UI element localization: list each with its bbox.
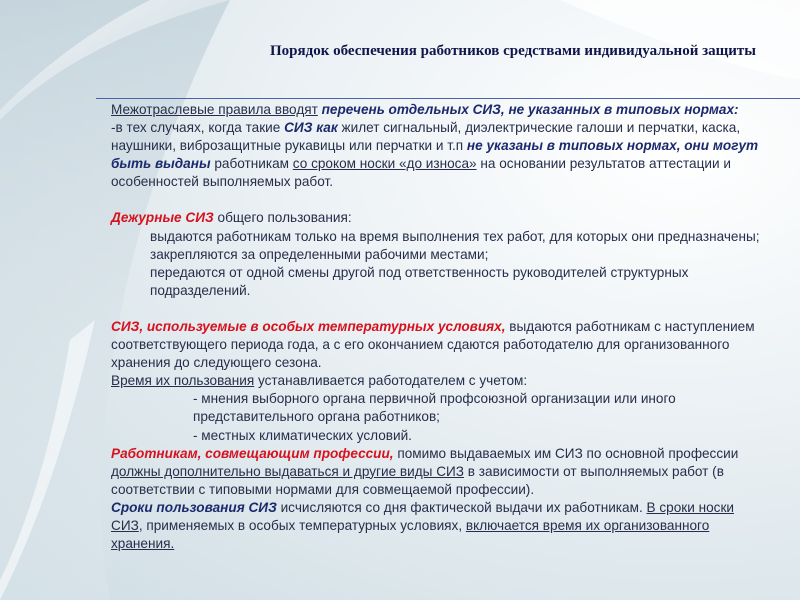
text-depending-on-work: в зависимости от выполняемых работ (в соответствии с типовыми нормами для совмещаемой профессии). (111, 463, 724, 497)
list-item-usage-1: - мнения выборного органа первичной профсоюзной организации или иного представительного органа работников; (193, 391, 676, 425)
text-siz-as: СИЗ как (284, 120, 338, 136)
text-calculated-from: исчисляются со дня фактической выдачи их работникам. (276, 499, 647, 515)
text-special-conditions: , применяемых в особых температурных условиях, (138, 517, 466, 533)
text-seasonal-issue: выдаются работникам с наступлением соответствующего периода года, а с его окончанием сдаются работодателю для организованного хранения до следующего сезона. (111, 318, 755, 371)
slide-title: Порядок обеспечения работников средствами индивидуальной защиты (270, 43, 756, 59)
paragraph-combined-professions (111, 445, 763, 499)
paragraph-temperature-siz (111, 318, 763, 372)
text-temperature-siz: СИЗ, используемые в особых температурных условиях, (111, 318, 506, 334)
text-not-specified: не указаны в типовых нормах, они могут быть выданы (111, 138, 759, 172)
paragraph-usage-time (111, 372, 763, 390)
slide-body (111, 101, 763, 553)
text-common-use: общего пользования: (213, 210, 352, 226)
text-storage-time: включается время их организованного хранения. (111, 517, 710, 552)
text-list-heading: перечень отдельных СИЗ, не указанных в типовых нормах: (321, 102, 739, 117)
text-until-worn: со сроком носки «до износа» (292, 156, 477, 172)
text-cases: -в тех случаях, когда такие (111, 120, 285, 136)
paragraph-duty-siz (111, 209, 763, 227)
text-to-workers: работникам (210, 156, 293, 172)
text-additional-siz: должны дополнительно выдаваться и другие виды СИЗ (111, 463, 465, 479)
list-item-duty-2: закрепляются за определенными рабочими местами; (150, 246, 489, 262)
list-item-duty-3: передаются от одной смены другой под ответственность руководителей структурных подразделений. (150, 264, 689, 298)
paragraph-usage-periods (111, 499, 763, 553)
title-divider (96, 98, 800, 99)
text-duty-siz: Дежурные СИЗ (111, 210, 214, 226)
text-examples: жилет сигнальный, диэлектрические галоши и перчатки, каска, наушники, виброзащитные рукавицы или перчатки и т.п (111, 120, 741, 154)
text-combined-professions: Работникам, совмещающим профессии, (111, 445, 394, 461)
text-usage-time: Время их пользования (111, 373, 255, 389)
text-set-by-employer: устанавливается работодателем с учетом: (254, 373, 528, 389)
text-usage-periods: Сроки пользования СИЗ (111, 499, 277, 515)
list-item-duty-1: выдаются работникам только на время выполнения тех работ, для которых они предназначены; (150, 228, 760, 244)
text-based-on: на основании результатов аттестации и особенностей выполняемых работ. (111, 156, 731, 190)
text-wear-periods: В сроки носки СИЗ (111, 499, 734, 533)
paragraph-intersectoral-rules (111, 101, 763, 191)
text-main-profession: помимо выдаваемых им СИЗ по основной профессии (393, 445, 739, 461)
list-item-usage-2: - местных климатических условий. (193, 427, 412, 443)
text-rules-intro: Межотраслевые правила вводят (111, 102, 318, 117)
